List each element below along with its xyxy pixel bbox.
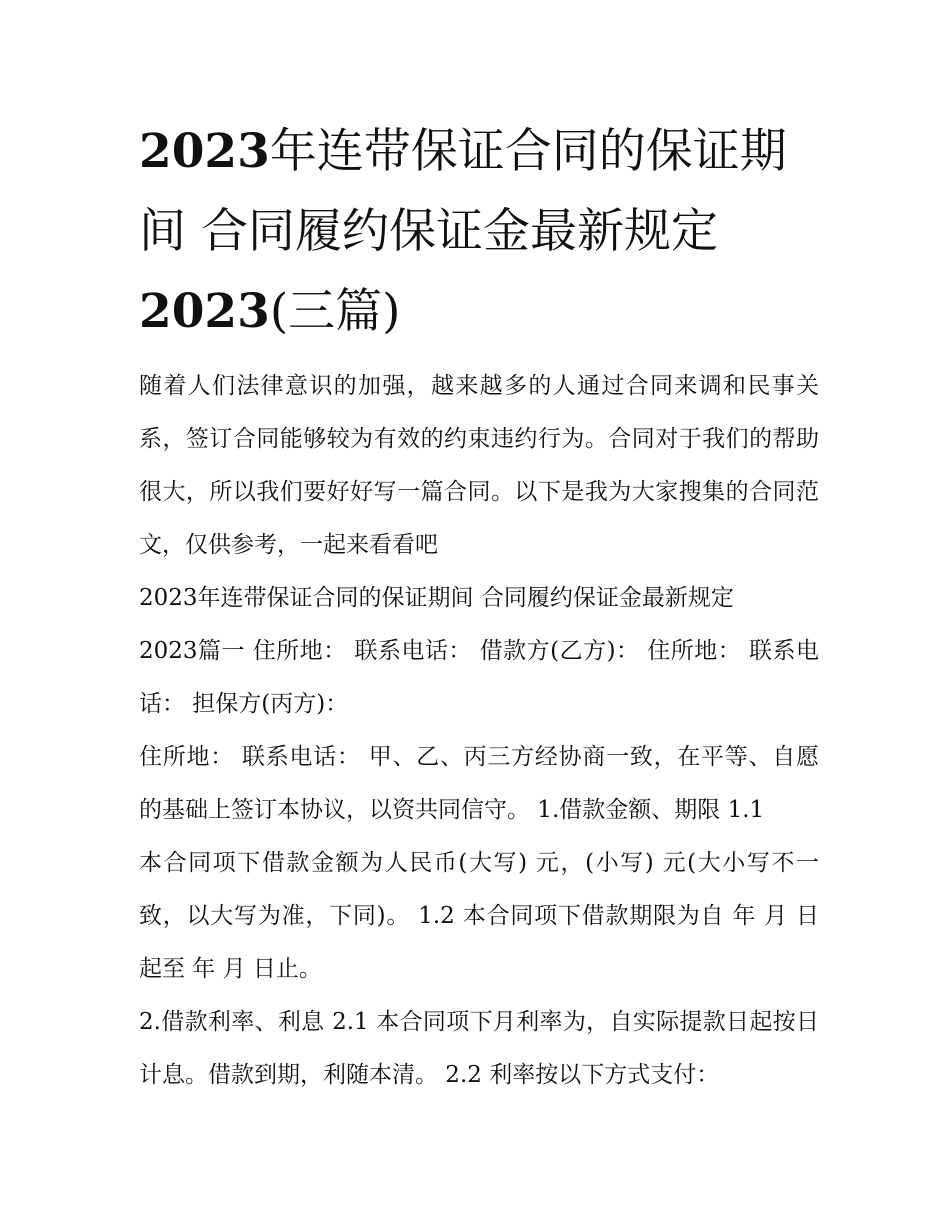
intro-paragraph: 随着人们法律意识的加强，越来越多的人通过合同来调和民事关系，签订合同能够较为有效的约束违约行为。合同对于我们的帮助很大，所以我们要好好写一篇合同。以下是我为大家搜集的合同范文，仅供参考，一起来看看吧 xyxy=(139,373,819,558)
document-page xyxy=(139,112,819,1102)
title-year-2: 2023 xyxy=(139,284,270,339)
agreement-paragraph: 住所地： 联系电话： 甲、乙、丙三方经协商一致，在平等、自愿的基础上签订本协议，以资共同信守。 1.借款金额、期限 1.1 xyxy=(139,744,819,823)
interest-paragraph: 2.借款利率、利息 2.1 本合同项下月利率为，自实际提款日起按日计息。借款到期，利随本清。 2.2 利率按以下方式支付： xyxy=(139,1009,819,1088)
document-title xyxy=(139,112,819,352)
title-year-1: 2023 xyxy=(139,124,270,179)
section-heading: 2023年连带保证合同的保证期间 合同履约保证金最新规定 xyxy=(139,585,734,611)
parties-paragraph: 2023篇一 住所地： 联系电话： 借款方(乙方)： 住所地： 联系电话： 担保方(丙方)： xyxy=(139,638,819,717)
title-text-1: 年连带保证合同的保证期间 合同履约保证金最新规定 xyxy=(139,124,787,259)
title-text-2: (三篇) xyxy=(269,284,401,339)
loan-amount-paragraph: 本合同项下借款金额为人民币(大写) 元，(小写) 元(大小写不一致，以大写为准，下同)。 1.2 本合同项下借款期限为自 年 月 日起至 年 月 日止。 xyxy=(139,850,819,982)
